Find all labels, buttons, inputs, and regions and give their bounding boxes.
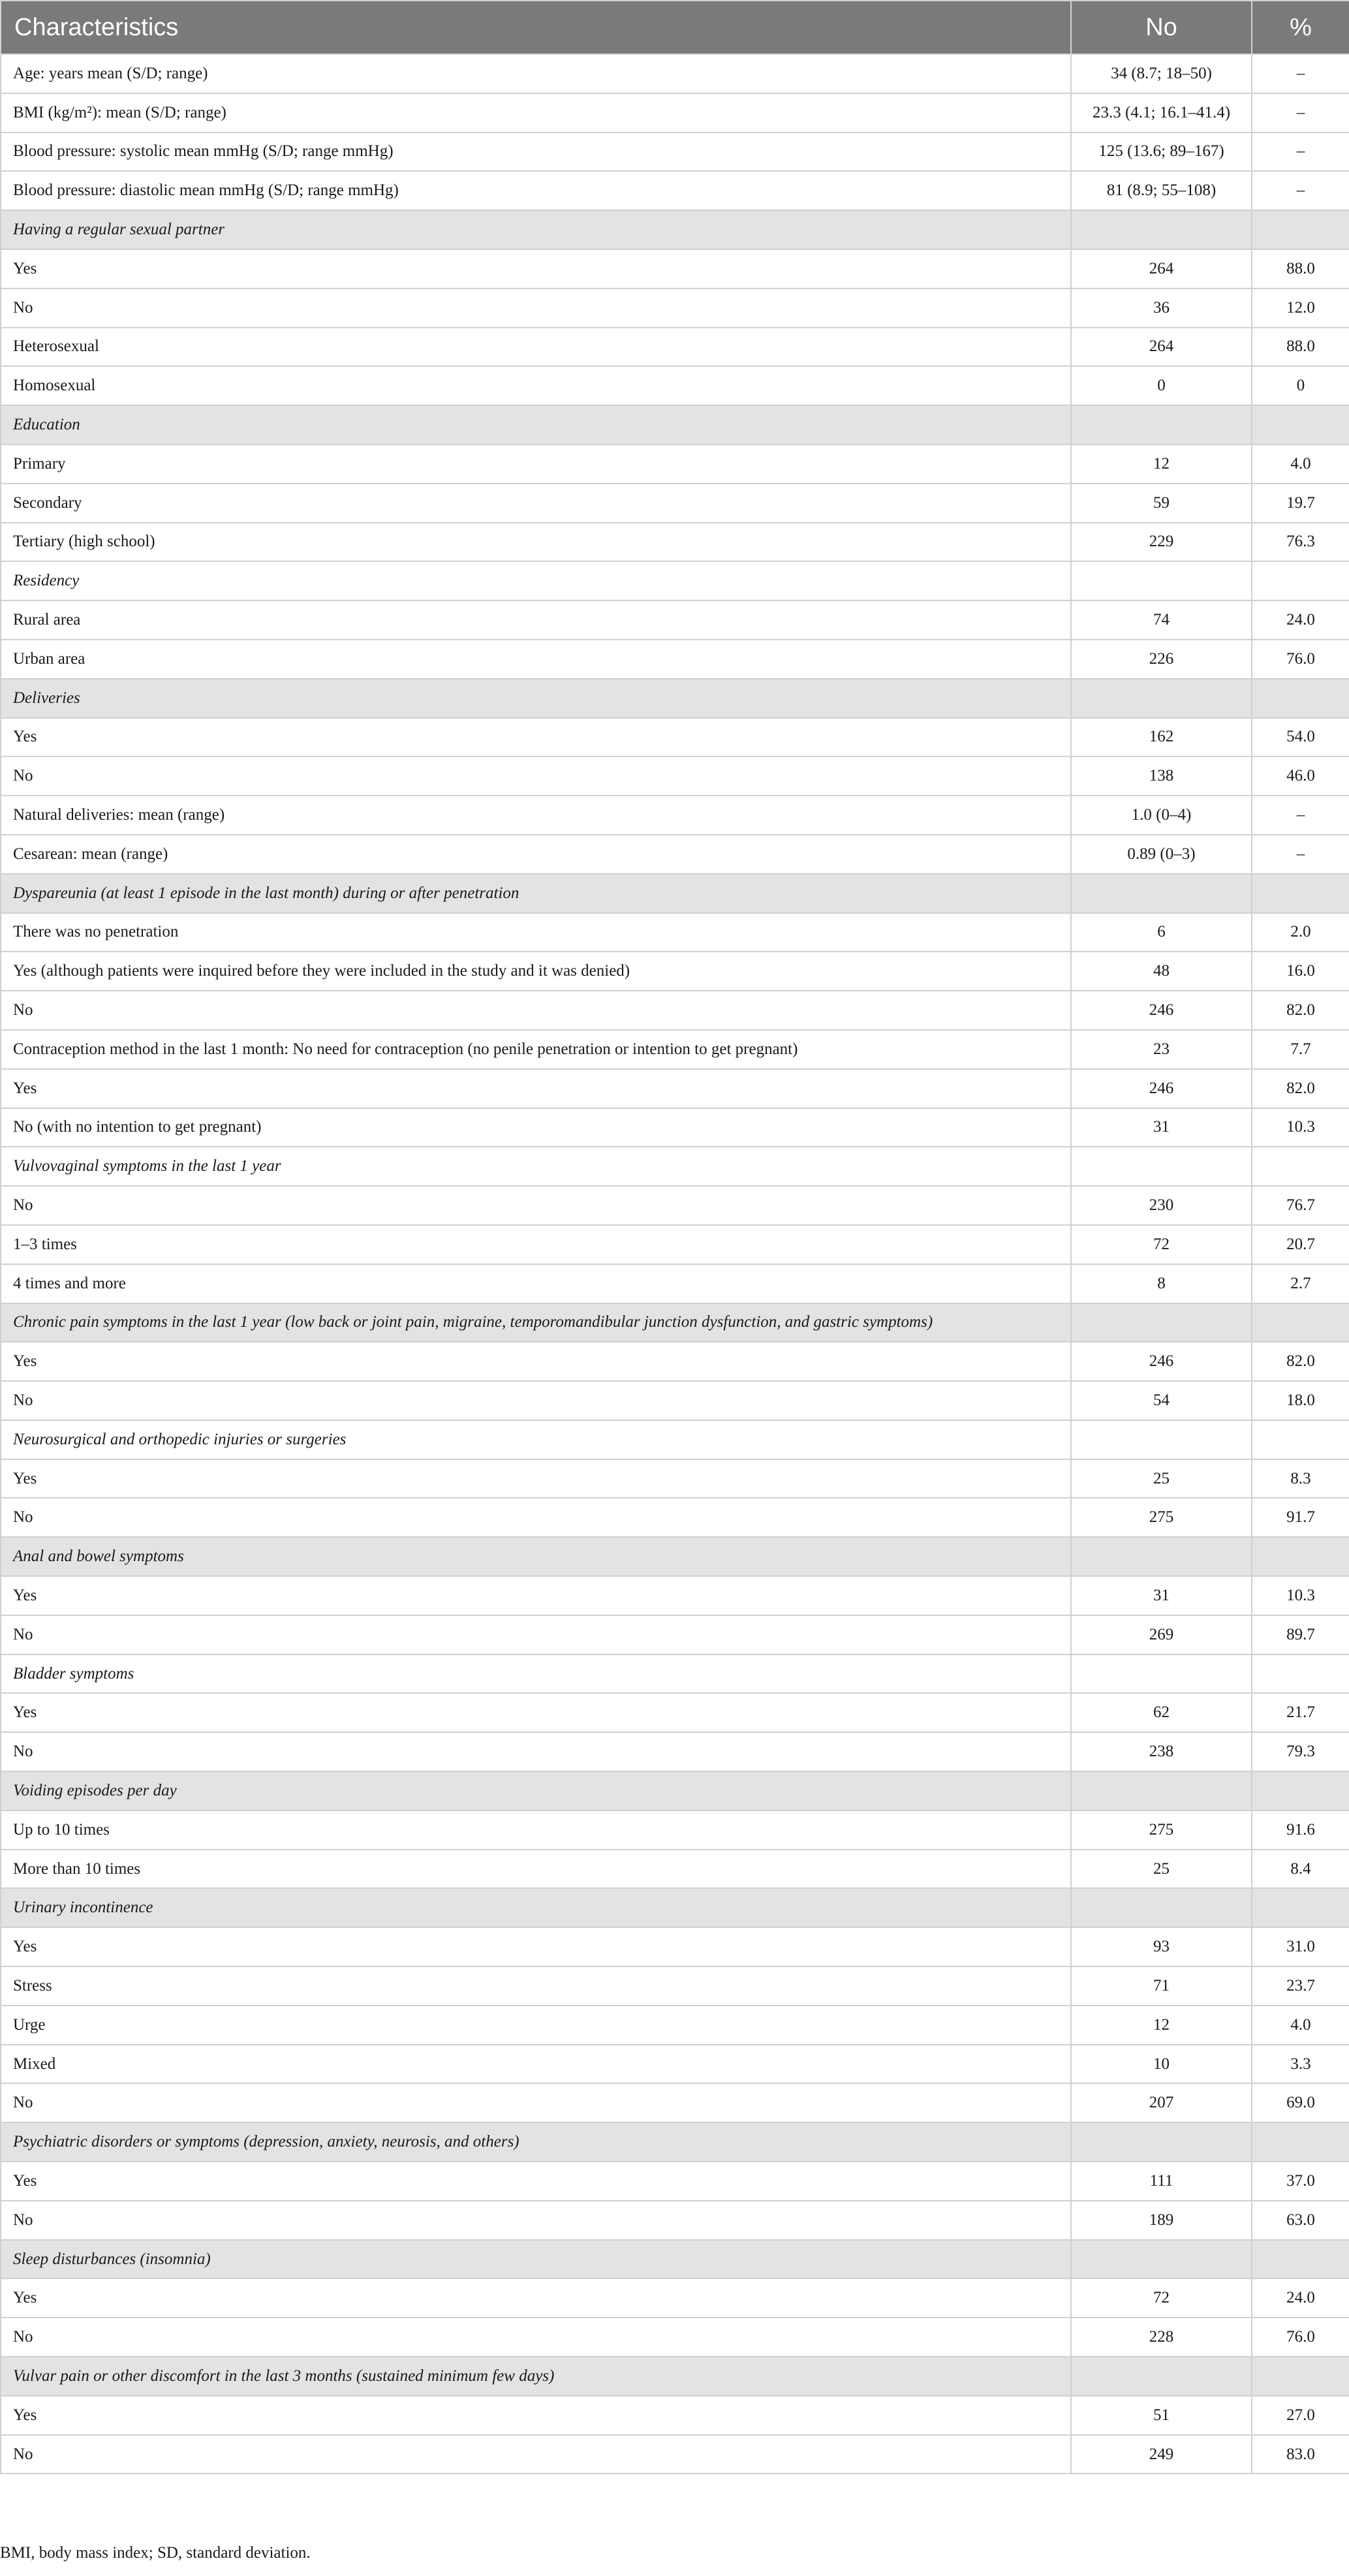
row-label: Homosexual <box>1 366 1071 405</box>
row-label: Neurosurgical and orthopedic injuries or surgeries <box>1 1420 1071 1459</box>
row-percent: 10.3 <box>1252 1576 1349 1615</box>
row-percent: 76.0 <box>1252 2318 1349 2357</box>
section-row <box>1 679 1349 718</box>
row-label: Yes <box>1 1927 1071 1966</box>
row-label: Dyspareunia (at least 1 episode in the last month) during or after penetration <box>1 874 1071 913</box>
row-label: Yes <box>1 249 1071 288</box>
row-label: Tertiary (high school) <box>1 523 1071 562</box>
row-percent <box>1252 405 1349 444</box>
table-row <box>1 913 1349 952</box>
table-row <box>1 1342 1349 1381</box>
table-header-row <box>1 1 1349 54</box>
row-label: Vulvar pain or other discomfort in the last 3 months (sustained minimum few days) <box>1 2357 1071 2396</box>
table-footnote: BMI, body mass index; SD, standard deviation. <box>0 2544 311 2562</box>
section-row <box>1 1771 1349 1810</box>
row-label: Blood pressure: systolic mean mmHg (S/D; range mmHg) <box>1 132 1071 172</box>
row-count: 111 <box>1071 2162 1252 2201</box>
row-label: Yes <box>1 2396 1071 2435</box>
table-row <box>1 1966 1349 2006</box>
table-row <box>1 1576 1349 1615</box>
table-row <box>1 991 1349 1030</box>
row-count: 12 <box>1071 2006 1252 2045</box>
row-percent: 82.0 <box>1252 1069 1349 1108</box>
table-row <box>1 444 1349 484</box>
row-label: No <box>1 1615 1071 1654</box>
row-count <box>1071 1537 1252 1576</box>
row-percent: 91.7 <box>1252 1498 1349 1537</box>
row-percent: 2.7 <box>1252 1264 1349 1303</box>
table-row <box>1 1810 1349 1850</box>
table-row <box>1 366 1349 405</box>
row-count: 12 <box>1071 444 1252 484</box>
row-percent: 82.0 <box>1252 1342 1349 1381</box>
row-label: Urban area <box>1 640 1071 679</box>
row-label: No <box>1 288 1071 328</box>
row-percent: 3.3 <box>1252 2045 1349 2084</box>
row-percent: 7.7 <box>1252 1030 1349 1069</box>
row-percent: – <box>1252 171 1349 210</box>
row-label: Rural area <box>1 600 1071 640</box>
table-row <box>1 1381 1349 1420</box>
row-count: 249 <box>1071 2435 1252 2474</box>
row-label: Cesarean: mean (range) <box>1 835 1071 874</box>
row-count <box>1071 1303 1252 1342</box>
row-count: 275 <box>1071 1810 1252 1850</box>
table-body <box>1 54 1349 2474</box>
table-row <box>1 2006 1349 2045</box>
table-row <box>1 1693 1349 1732</box>
row-percent: 18.0 <box>1252 1381 1349 1420</box>
row-label: No <box>1 756 1071 796</box>
row-count: 72 <box>1071 1225 1252 1264</box>
row-count: 93 <box>1071 1927 1252 1966</box>
row-label: Psychiatric disorders or symptoms (depression, anxiety, neurosis, and others) <box>1 2122 1071 2162</box>
row-label: Yes <box>1 1069 1071 1108</box>
row-label: Yes <box>1 1459 1071 1498</box>
row-percent: 23.7 <box>1252 1966 1349 2006</box>
row-count: 23 <box>1071 1030 1252 1069</box>
row-count <box>1071 405 1252 444</box>
row-label: Deliveries <box>1 679 1071 718</box>
row-percent: 88.0 <box>1252 328 1349 367</box>
row-count: 51 <box>1071 2396 1252 2435</box>
row-count: 229 <box>1071 523 1252 562</box>
row-percent: 89.7 <box>1252 1615 1349 1654</box>
row-label: Voiding episodes per day <box>1 1771 1071 1810</box>
row-count <box>1071 1771 1252 1810</box>
row-label: Yes <box>1 2162 1071 2201</box>
row-percent: 8.3 <box>1252 1459 1349 1498</box>
row-count <box>1071 1888 1252 1927</box>
row-count <box>1071 2357 1252 2396</box>
row-label: Yes <box>1 1342 1071 1381</box>
row-percent: 2.0 <box>1252 913 1349 952</box>
table-row <box>1 2045 1349 2084</box>
row-count: 74 <box>1071 600 1252 640</box>
row-label: Secondary <box>1 484 1071 523</box>
row-label: Primary <box>1 444 1071 484</box>
section-row <box>1 1654 1349 1694</box>
table-row <box>1 796 1349 835</box>
table-row <box>1 288 1349 328</box>
row-label: Contraception method in the last 1 month: No need for contraception (no penile penetration or intention to get pregnant) <box>1 1030 1071 1069</box>
row-count: 0 <box>1071 366 1252 405</box>
row-count: 54 <box>1071 1381 1252 1420</box>
section-row <box>1 1888 1349 1927</box>
row-count: 48 <box>1071 952 1252 991</box>
row-label: No <box>1 1381 1071 1420</box>
row-count: 6 <box>1071 913 1252 952</box>
row-count: 36 <box>1071 288 1252 328</box>
row-percent: 83.0 <box>1252 2435 1349 2474</box>
row-label: Residency <box>1 561 1071 600</box>
row-label: Bladder symptoms <box>1 1654 1071 1694</box>
table-row <box>1 2278 1349 2318</box>
row-count <box>1071 210 1252 249</box>
row-label: Yes <box>1 2278 1071 2318</box>
row-count: 246 <box>1071 1342 1252 1381</box>
row-percent: 4.0 <box>1252 444 1349 484</box>
table-row <box>1 952 1349 991</box>
row-percent: 16.0 <box>1252 952 1349 991</box>
row-label: Urge <box>1 2006 1071 2045</box>
row-label: Up to 10 times <box>1 1810 1071 1850</box>
row-label: More than 10 times <box>1 1850 1071 1889</box>
section-row <box>1 561 1349 600</box>
row-percent: – <box>1252 796 1349 835</box>
row-percent <box>1252 1654 1349 1694</box>
row-count <box>1071 1147 1252 1186</box>
header-percent: % <box>1252 1 1349 54</box>
row-label: No <box>1 991 1071 1030</box>
table-row <box>1 2201 1349 2240</box>
section-row <box>1 1147 1349 1186</box>
table-row <box>1 1264 1349 1303</box>
row-label: No <box>1 2201 1071 2240</box>
row-count: 238 <box>1071 1732 1252 1771</box>
row-percent: 20.7 <box>1252 1225 1349 1264</box>
table-row <box>1 2162 1349 2201</box>
row-count: 230 <box>1071 1186 1252 1225</box>
table-row <box>1 1732 1349 1771</box>
row-percent: 79.3 <box>1252 1732 1349 1771</box>
row-count: 264 <box>1071 328 1252 367</box>
row-label: No <box>1 2318 1071 2357</box>
row-percent: 37.0 <box>1252 2162 1349 2201</box>
table-row <box>1 484 1349 523</box>
row-percent <box>1252 1771 1349 1810</box>
section-row <box>1 874 1349 913</box>
table-row <box>1 1108 1349 1147</box>
row-count: 31 <box>1071 1576 1252 1615</box>
table-row <box>1 1850 1349 1889</box>
row-label: Age: years mean (S/D; range) <box>1 54 1071 93</box>
row-count: 81 (8.9; 55–108) <box>1071 171 1252 210</box>
row-count: 228 <box>1071 2318 1252 2357</box>
row-percent: – <box>1252 93 1349 132</box>
row-count: 25 <box>1071 1459 1252 1498</box>
row-label: Yes <box>1 1576 1071 1615</box>
row-percent: 91.6 <box>1252 1810 1349 1850</box>
section-row <box>1 1303 1349 1342</box>
row-label: Natural deliveries: mean (range) <box>1 796 1071 835</box>
row-label: 1–3 times <box>1 1225 1071 1264</box>
row-label: Yes <box>1 1693 1071 1732</box>
table-row <box>1 1459 1349 1498</box>
row-label: Urinary incontinence <box>1 1888 1071 1927</box>
row-percent: 21.7 <box>1252 1693 1349 1732</box>
table-row <box>1 640 1349 679</box>
table-row <box>1 2083 1349 2122</box>
table-row <box>1 2435 1349 2474</box>
row-percent: 10.3 <box>1252 1108 1349 1147</box>
row-count <box>1071 679 1252 718</box>
table-row <box>1 1069 1349 1108</box>
row-percent: 4.0 <box>1252 2006 1349 2045</box>
row-percent <box>1252 210 1349 249</box>
row-label: Sleep disturbances (insomnia) <box>1 2240 1071 2279</box>
row-label: Mixed <box>1 2045 1071 2084</box>
row-percent: – <box>1252 54 1349 93</box>
row-percent <box>1252 561 1349 600</box>
row-label: Chronic pain symptoms in the last 1 year (low back or joint pain, migraine, temporomandibular junction dysfunction, and gastric symptoms) <box>1 1303 1071 1342</box>
row-label: Education <box>1 405 1071 444</box>
table-row <box>1 1186 1349 1225</box>
row-label: Vulvovaginal symptoms in the last 1 year <box>1 1147 1071 1186</box>
row-label: Having a regular sexual partner <box>1 210 1071 249</box>
row-count: 1.0 (0–4) <box>1071 796 1252 835</box>
row-count: 10 <box>1071 2045 1252 2084</box>
section-row <box>1 210 1349 249</box>
row-percent: – <box>1252 132 1349 172</box>
row-count: 264 <box>1071 249 1252 288</box>
row-label: No (with no intention to get pregnant) <box>1 1108 1071 1147</box>
row-label: There was no penetration <box>1 913 1071 952</box>
row-percent <box>1252 2122 1349 2162</box>
row-percent: – <box>1252 835 1349 874</box>
row-percent <box>1252 1147 1349 1186</box>
row-percent <box>1252 874 1349 913</box>
row-percent: 63.0 <box>1252 2201 1349 2240</box>
row-label: No <box>1 2083 1071 2122</box>
row-percent: 88.0 <box>1252 249 1349 288</box>
section-row <box>1 1537 1349 1576</box>
row-percent <box>1252 1537 1349 1576</box>
row-percent: 76.7 <box>1252 1186 1349 1225</box>
table-row <box>1 718 1349 757</box>
row-percent <box>1252 2357 1349 2396</box>
row-percent: 12.0 <box>1252 288 1349 328</box>
row-count: 207 <box>1071 2083 1252 2122</box>
table-row <box>1 132 1349 172</box>
row-count: 23.3 (4.1; 16.1–41.4) <box>1071 93 1252 132</box>
table-row <box>1 2396 1349 2435</box>
table-row <box>1 171 1349 210</box>
table-row <box>1 328 1349 367</box>
table-row <box>1 1927 1349 1966</box>
row-count: 275 <box>1071 1498 1252 1537</box>
row-label: Yes <box>1 718 1071 757</box>
row-label: No <box>1 2435 1071 2474</box>
row-count <box>1071 2122 1252 2162</box>
row-count <box>1071 1654 1252 1694</box>
header-no: No <box>1071 1 1252 54</box>
row-count: 71 <box>1071 1966 1252 2006</box>
row-count: 59 <box>1071 484 1252 523</box>
row-label: No <box>1 1732 1071 1771</box>
row-count: 8 <box>1071 1264 1252 1303</box>
row-label: 4 times and more <box>1 1264 1071 1303</box>
row-count <box>1071 561 1252 600</box>
row-percent: 76.0 <box>1252 640 1349 679</box>
row-label: Stress <box>1 1966 1071 2006</box>
table-row <box>1 93 1349 132</box>
table-row <box>1 1225 1349 1264</box>
section-row <box>1 2240 1349 2279</box>
row-count: 34 (8.7; 18–50) <box>1071 54 1252 93</box>
row-count <box>1071 874 1252 913</box>
row-percent: 54.0 <box>1252 718 1349 757</box>
row-percent <box>1252 2240 1349 2279</box>
row-label: Heterosexual <box>1 328 1071 367</box>
row-percent <box>1252 1888 1349 1927</box>
row-percent: 31.0 <box>1252 1927 1349 1966</box>
header-characteristics: Characteristics <box>1 1 1071 54</box>
row-count: 246 <box>1071 991 1252 1030</box>
row-count: 25 <box>1071 1850 1252 1889</box>
row-count: 125 (13.6; 89–167) <box>1071 132 1252 172</box>
row-count: 246 <box>1071 1069 1252 1108</box>
row-percent <box>1252 1303 1349 1342</box>
row-count <box>1071 1420 1252 1459</box>
table-row <box>1 1615 1349 1654</box>
row-count: 189 <box>1071 2201 1252 2240</box>
row-percent: 24.0 <box>1252 600 1349 640</box>
row-count: 72 <box>1071 2278 1252 2318</box>
section-row <box>1 1420 1349 1459</box>
row-label: Yes (although patients were inquired before they were included in the study and it was denied) <box>1 952 1071 991</box>
table-row <box>1 1498 1349 1537</box>
row-count: 138 <box>1071 756 1252 796</box>
row-percent: 19.7 <box>1252 484 1349 523</box>
section-row <box>1 2122 1349 2162</box>
row-count: 62 <box>1071 1693 1252 1732</box>
table-row <box>1 756 1349 796</box>
row-percent: 0 <box>1252 366 1349 405</box>
row-count: 162 <box>1071 718 1252 757</box>
table-row <box>1 54 1349 93</box>
table-row <box>1 249 1349 288</box>
section-row <box>1 2357 1349 2396</box>
row-percent: 76.3 <box>1252 523 1349 562</box>
row-percent: 8.4 <box>1252 1850 1349 1889</box>
table-row <box>1 600 1349 640</box>
row-count: 0.89 (0–3) <box>1071 835 1252 874</box>
row-label: BMI (kg/m²): mean (S/D; range) <box>1 93 1071 132</box>
table-row <box>1 523 1349 562</box>
row-label: No <box>1 1186 1071 1225</box>
table-row <box>1 835 1349 874</box>
row-percent: 27.0 <box>1252 2396 1349 2435</box>
section-row <box>1 405 1349 444</box>
row-count: 269 <box>1071 1615 1252 1654</box>
row-label: Anal and bowel symptoms <box>1 1537 1071 1576</box>
row-count <box>1071 2240 1252 2279</box>
table-row <box>1 2318 1349 2357</box>
row-percent: 69.0 <box>1252 2083 1349 2122</box>
row-label: Blood pressure: diastolic mean mmHg (S/D; range mmHg) <box>1 171 1071 210</box>
row-label: No <box>1 1498 1071 1537</box>
row-percent <box>1252 1420 1349 1459</box>
row-count: 31 <box>1071 1108 1252 1147</box>
row-percent <box>1252 679 1349 718</box>
row-percent: 24.0 <box>1252 2278 1349 2318</box>
row-percent: 46.0 <box>1252 756 1349 796</box>
row-count: 226 <box>1071 640 1252 679</box>
row-percent: 82.0 <box>1252 991 1349 1030</box>
table-row <box>1 1030 1349 1069</box>
